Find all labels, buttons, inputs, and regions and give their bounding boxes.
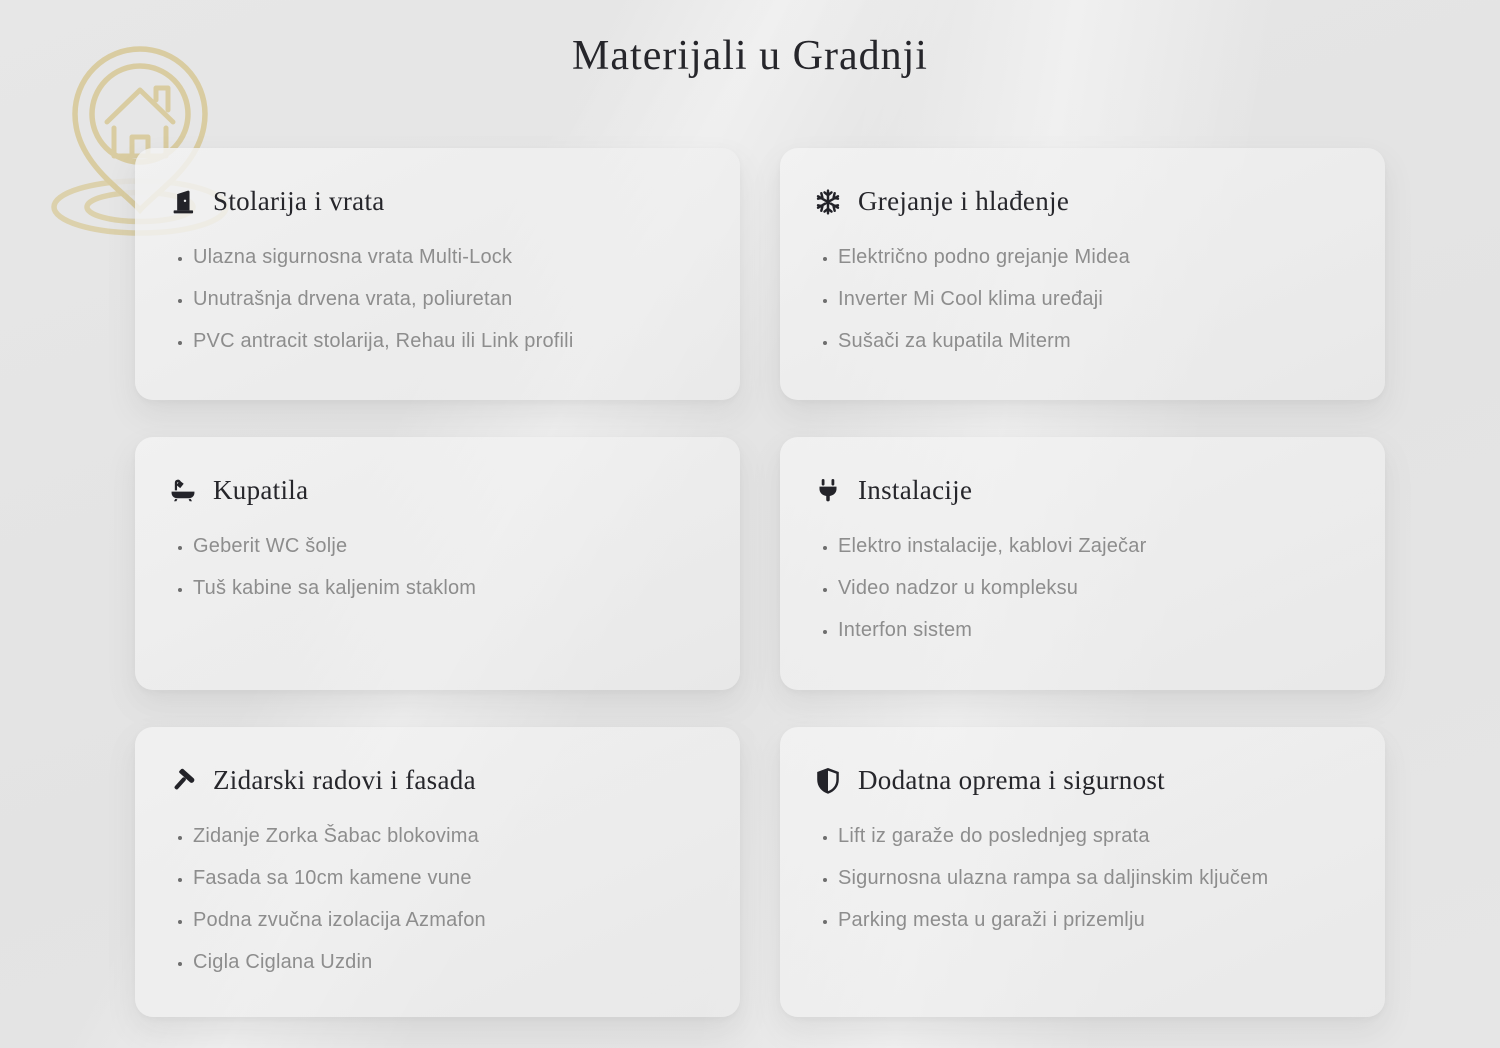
- list-item: • Geberit WC šolje: [193, 534, 700, 558]
- list-item: • Tuš kabine sa kaljenim staklom: [193, 576, 700, 600]
- material-card: [135, 148, 740, 400]
- list-item: • Podna zvučna izolacija Azmafon: [193, 908, 700, 932]
- card-title: Instalacije: [858, 475, 973, 505]
- list-item: • Sušači za kupatila Miterm: [838, 329, 1345, 353]
- list-item: • Video nadzor u kompleksu: [838, 576, 1345, 600]
- card-title: Grejanje i hlađenje: [858, 186, 1070, 216]
- list-item: • Elektro instalacije, kablovi Zaječar: [838, 534, 1345, 558]
- plug-icon: [814, 477, 842, 505]
- card-title: Stolarija i vrata: [213, 186, 385, 216]
- cards-grid: [135, 148, 1385, 1017]
- card-item-list: [169, 824, 700, 974]
- card-header: [169, 186, 700, 217]
- card-header: [169, 475, 700, 506]
- list-item: • Interfon sistem: [838, 618, 1345, 642]
- list-item: • Ulazna sigurnosna vrata Multi-Lock: [193, 245, 700, 269]
- material-card: [135, 727, 740, 1017]
- card-title: Dodatna oprema i sigurnost: [858, 765, 1165, 795]
- card-header: [814, 186, 1345, 217]
- list-item: • Fasada sa 10cm kamene vune: [193, 866, 700, 890]
- material-card: [780, 727, 1385, 1017]
- card-title: Zidarski radovi i fasada: [213, 765, 476, 795]
- material-card: [135, 437, 740, 690]
- list-item: • Unutrašnja drvena vrata, poliuretan: [193, 287, 700, 311]
- card-item-list: [814, 534, 1345, 642]
- list-item: • Cigla Ciglana Uzdin: [193, 950, 700, 974]
- snowflake-icon: [814, 188, 842, 216]
- material-card: [780, 437, 1385, 690]
- card-item-list: [169, 534, 700, 600]
- card-header: [814, 475, 1345, 506]
- page-title: Materijali u Gradnji: [572, 33, 928, 79]
- material-card: [780, 148, 1385, 400]
- list-item: • Zidanje Zorka Šabac blokovima: [193, 824, 700, 848]
- card-title: Kupatila: [213, 475, 309, 505]
- card-header: [169, 765, 700, 796]
- list-item: • Sigurnosna ulazna rampa sa daljinskim ključem: [838, 866, 1345, 890]
- list-item: • Lift iz garaže do poslednjeg sprata: [838, 824, 1345, 848]
- card-item-list: [169, 245, 700, 353]
- door-open-icon: [169, 188, 197, 216]
- hammer-icon: [169, 767, 197, 795]
- card-header: [814, 765, 1345, 796]
- list-item: • PVC antracit stolarija, Rehau ili Link profili: [193, 329, 700, 353]
- card-item-list: [814, 824, 1345, 932]
- list-item: • Parking mesta u garaži i prizemlju: [838, 908, 1345, 932]
- shield-icon: [814, 767, 842, 795]
- list-item: • Inverter Mi Cool klima uređaji: [838, 287, 1345, 311]
- bathtub-icon: [169, 477, 197, 505]
- card-item-list: [814, 245, 1345, 353]
- list-item: • Električno podno grejanje Midea: [838, 245, 1345, 269]
